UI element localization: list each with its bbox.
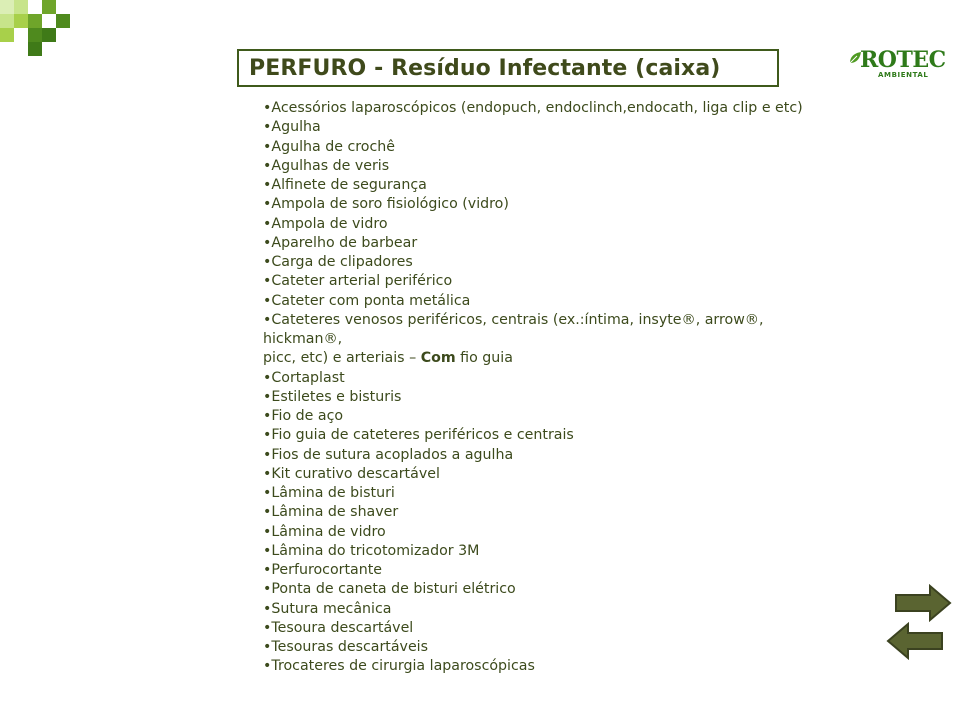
list-item: •Cateter com ponta metálica	[263, 292, 471, 309]
list-item: •Ponta de caneta de bisturi elétrico	[263, 581, 516, 598]
corner-square	[28, 42, 42, 56]
list-item: •Trocateres de cirurgia laparoscópicas	[263, 658, 535, 675]
list-item: •Cateter arterial periférico	[263, 273, 453, 290]
list-item: •Sutura mecânica	[263, 600, 392, 617]
list-item: •Perfurocortante	[263, 562, 383, 578]
list-item: •Carga de clipadores	[263, 254, 413, 270]
list-item-cateteres-cont: hickman®,	[263, 331, 343, 347]
corner-square	[0, 0, 14, 14]
corner-square	[28, 28, 42, 42]
list-item: •Fios de sutura acoplados a agulha	[263, 446, 514, 463]
list-item: •Lâmina de vidro	[263, 523, 386, 540]
list-item: •Lâmina de bisturi	[263, 485, 395, 501]
emphasis-text: Com	[420, 350, 456, 367]
list-item: •Tesouras descartáveis	[263, 639, 429, 655]
list-item: •Fio guia de cateteres periféricos e centrais	[263, 427, 574, 444]
waste-item-list	[263, 99, 903, 677]
list-item: •Cortaplast	[263, 369, 345, 386]
corner-square	[0, 14, 14, 28]
list-item-cateteres: •Cateteres venosos periféricos, centrais (ex.:íntima, insyte®, arrow®,	[263, 311, 764, 328]
list-item-cateteres-cont: picc, etc) e arteriais – Com fio guia	[263, 350, 513, 367]
arrow-left-icon[interactable]	[886, 622, 944, 660]
corner-square	[28, 14, 42, 28]
list-item: •Ampola de vidro	[263, 215, 388, 232]
list-item: •Lâmina do tricotomizador 3M	[263, 542, 480, 559]
corner-square	[14, 0, 28, 14]
list-item: •Agulha de crochê	[263, 138, 395, 155]
corner-square	[14, 14, 28, 28]
list-item: •Alfinete de segurança	[263, 177, 427, 193]
corner-square	[42, 28, 56, 42]
list-item: •Kit curativo descartável	[263, 465, 440, 482]
list-item: •Tesoura descartável	[263, 619, 414, 636]
list-item: •Agulha	[263, 119, 321, 136]
logo-word: ROTEC	[860, 47, 946, 73]
list-item: •Lâmina de shaver	[263, 504, 399, 521]
list-item: •Agulhas de veris	[263, 157, 390, 174]
corner-square	[56, 14, 70, 28]
arrow-right-icon[interactable]	[894, 584, 952, 622]
list-item: •Acessórios laparoscópicos (endopuch, endoclinch,endocath, liga clip e etc)	[263, 100, 803, 116]
list-item: •Ampola de soro fisiológico (vidro)	[263, 196, 509, 213]
list-item: •Fio de aço	[263, 408, 344, 424]
page-title: PERFURO - Resíduo Infectante (caixa)	[249, 56, 721, 81]
logo-subtitle: AMBIENTAL	[878, 71, 929, 79]
title-box	[237, 49, 779, 87]
list-item: •Estiletes e bisturis	[263, 388, 402, 405]
list-item: •Aparelho de barbear	[263, 234, 418, 251]
corner-square	[0, 28, 14, 42]
corner-square	[42, 0, 56, 14]
company-logo	[848, 47, 946, 83]
